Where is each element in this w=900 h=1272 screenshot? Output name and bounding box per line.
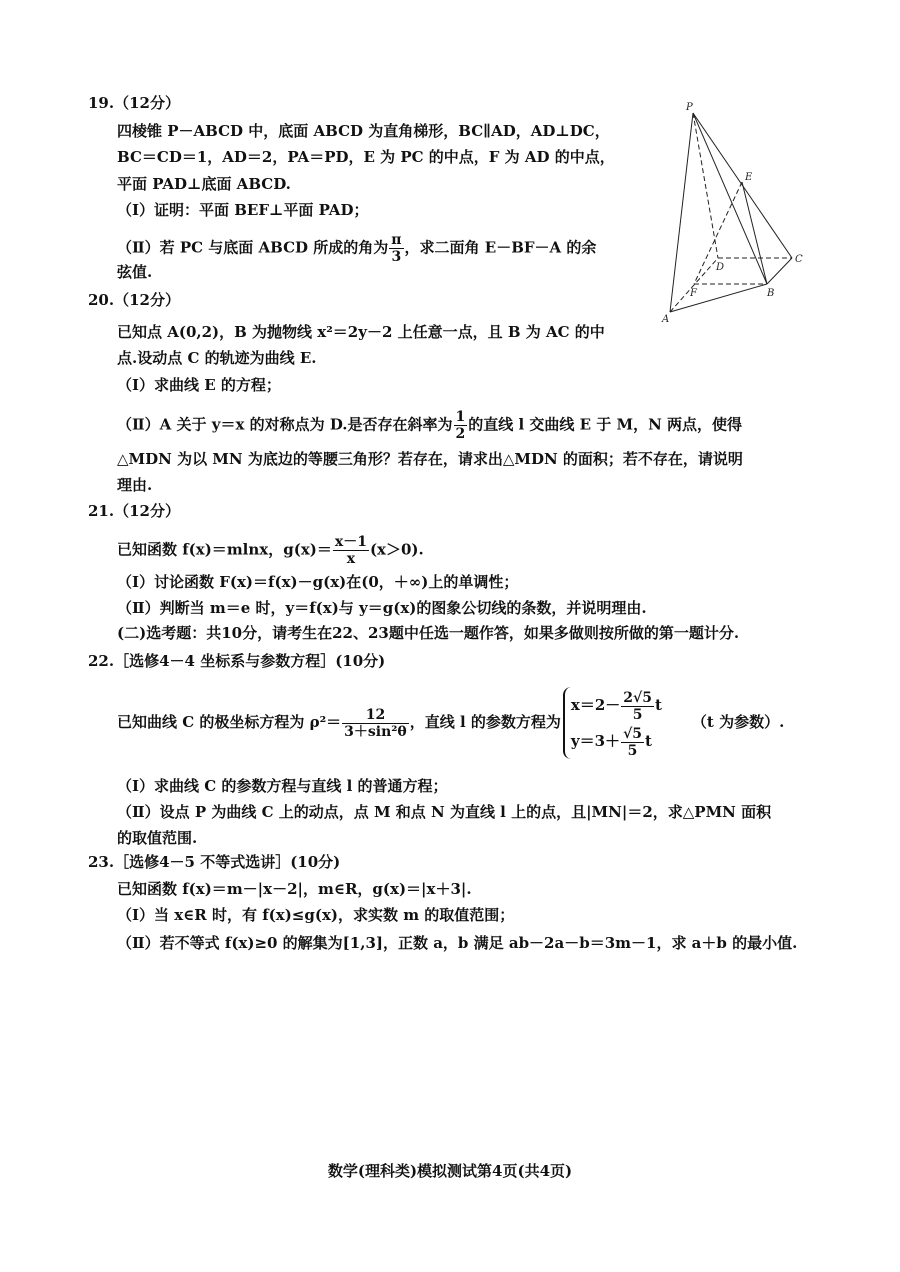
- text: （t 为参数）.: [691, 713, 785, 731]
- text: （Ⅱ）A 关于 y＝x 的对称点为 D.是否存在斜率为: [117, 415, 453, 434]
- q20-line2: 点.设动点 C 的轨迹为曲线 E.: [117, 349, 317, 367]
- label-p: P: [686, 102, 693, 113]
- q21-line1: [117, 534, 424, 567]
- fraction: [342, 707, 409, 740]
- q19-part2-cont: 弦值.: [117, 263, 153, 281]
- text: t: [654, 696, 662, 714]
- text: ，求二面角 E－BF－A 的余: [404, 238, 597, 257]
- label-d: D: [716, 262, 725, 273]
- text: 的直线 l 交曲线 E 于 M，N 两点，使得: [468, 415, 743, 434]
- q20-line1: 已知点 A(0,2)，B 为抛物线 x²＝2y－2 上任意一点，且 B 为 AC 的中: [117, 323, 605, 341]
- denominator: 2: [455, 426, 466, 442]
- q22-part1: （Ⅰ）求曲线 C 的参数方程与直线 l 的普通方程；: [117, 777, 448, 795]
- label-f: F: [690, 288, 697, 299]
- q19-line2: BC＝CD＝1，AD＝2，PA＝PD，E 为 PC 的中点，F 为 AD 的中点，: [117, 148, 615, 166]
- q23-part2: （Ⅱ）若不等式 f(x)≥0 的解集为[1,3]，正数 a，b 满足 ab－2a－b＝3m－1，求 a＋b 的最小值.: [117, 934, 798, 952]
- fraction: [621, 690, 654, 723]
- numerator: 2√5: [623, 689, 652, 706]
- q19-part1: （Ⅰ）证明：平面 BEF⊥平面 PAD；: [117, 201, 369, 219]
- numerator: 1: [455, 409, 466, 425]
- denominator: 3＋sin²θ: [344, 723, 407, 740]
- label-b: B: [767, 288, 775, 299]
- text: y＝3＋: [570, 732, 621, 750]
- q23-line1: 已知函数 f(x)＝m－|x－2|，m∈R，g(x)＝|x＋3|.: [117, 880, 472, 898]
- text: （Ⅱ）若 PC 与底面 ABCD 所成的角为: [117, 238, 389, 257]
- q22-header: 22.［选修4－4 坐标系与参数方程］(10分): [88, 652, 386, 670]
- q23-header: 23.［选修4－5 不等式选讲］(10分): [88, 853, 341, 871]
- edge-pa: [670, 113, 693, 312]
- text: 已知曲线 C 的极坐标方程为 ρ²＝: [117, 713, 342, 731]
- numerator: √5: [623, 725, 643, 742]
- denominator: x: [346, 551, 356, 567]
- q22-part2: （Ⅱ）设点 P 为曲线 C 上的动点，点 M 和点 N 为直线 l 上的点，且|MN|＝2，求△PMN 面积: [117, 803, 772, 821]
- q19-header: 19.（12分）: [88, 94, 180, 112]
- q22-line1: [117, 682, 784, 762]
- edge-eb: [742, 182, 767, 284]
- denominator: 3: [391, 249, 402, 265]
- page-footer: 数学(理科类)模拟测试第4页(共4页): [327, 1162, 573, 1180]
- equation-x: [571, 687, 662, 723]
- text: 已知函数 f(x)＝mlnx，g(x)＝: [117, 540, 332, 559]
- text: t: [645, 732, 652, 750]
- pyramid-figure: [655, 95, 815, 330]
- edge-ab: [670, 284, 767, 312]
- fraction: [389, 232, 403, 265]
- edge-pd: [693, 113, 718, 258]
- text: ，直线 l 的参数方程为: [409, 713, 561, 731]
- q23-part1: （Ⅰ）当 x∈R 时，有 f(x)≤g(x)，求实数 m 的取值范围；: [117, 906, 515, 924]
- label-a: A: [662, 314, 670, 325]
- q22-part2-cont: 的取值范围.: [117, 829, 198, 847]
- q21-header: 21.（12分）: [88, 502, 180, 520]
- numerator: x－1: [334, 534, 367, 550]
- q20-header: 20.（12分）: [88, 291, 180, 309]
- q19-line3: 平面 PAD⊥底面 ABCD.: [117, 175, 291, 193]
- denominator: 5: [632, 706, 643, 723]
- fraction: [621, 726, 644, 759]
- q19-part2: [117, 232, 596, 265]
- section-two-instructions: (二)选考题：共10分，请考生在22、23题中任选一题作答，如果多做则按所做的第一题计分.: [117, 624, 740, 642]
- q20-part2: [117, 409, 742, 442]
- fraction: [454, 409, 468, 442]
- label-e: E: [745, 172, 753, 183]
- q21-part1: （Ⅰ）讨论函数 F(x)＝f(x)－g(x)在(0，＋∞)上的单调性；: [117, 573, 519, 591]
- denominator: 5: [627, 742, 638, 759]
- label-c: C: [795, 254, 803, 265]
- text: x＝2－: [570, 696, 621, 714]
- fraction: [333, 534, 369, 567]
- equation-y: [571, 723, 662, 759]
- numerator: 12: [342, 707, 409, 724]
- q21-part2: （Ⅱ）判断当 m＝e 时，y＝f(x)与 y＝g(x)的图象公切线的条数，并说明理由.: [117, 599, 647, 617]
- q19-line1: 四棱锥 P－ABCD 中，底面 ABCD 为直角梯形，BC∥AD，AD⊥DC，: [117, 122, 610, 140]
- q20-part1: （Ⅰ）求曲线 E 的方程；: [117, 376, 281, 394]
- numerator: π: [391, 232, 402, 248]
- edge-bc: [767, 258, 792, 284]
- text: (x＞0).: [369, 540, 424, 559]
- q20-part2-end: 理由.: [117, 476, 153, 494]
- edge-ad: [670, 258, 718, 312]
- q20-part2-cont: △MDN 为以 MN 为底边的等腰三角形？若存在，请求出△MDN 的面积；若不存在，请说明: [117, 450, 743, 468]
- parametric-system: [563, 687, 662, 759]
